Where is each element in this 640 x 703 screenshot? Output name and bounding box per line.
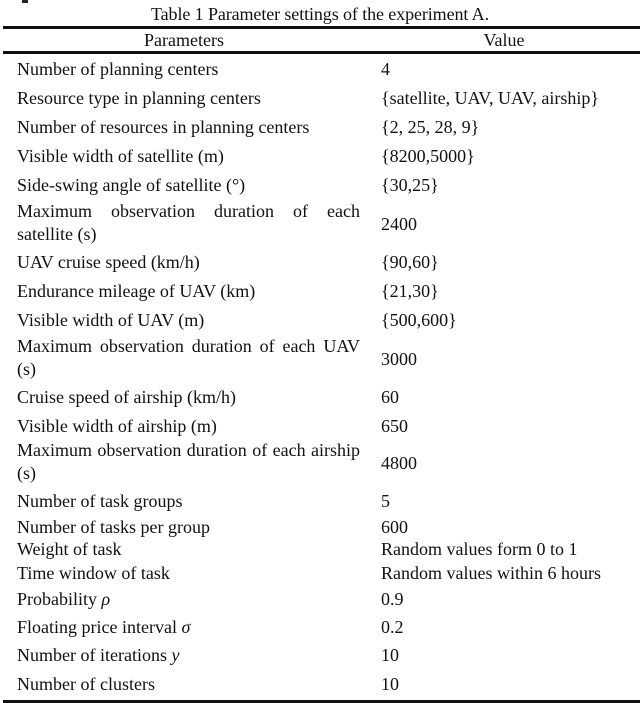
column-header-value: Value	[483, 30, 525, 50]
value-cell: 600	[381, 517, 408, 537]
parameter-cell: Weight of task	[17, 539, 122, 559]
parameter-label: Probability	[17, 589, 97, 609]
value-cell: 0.2	[381, 617, 404, 637]
table-row	[0, 248, 640, 276]
parameter-cell	[17, 643, 360, 667]
value-cell: 4800	[381, 453, 417, 473]
table-row	[0, 539, 640, 563]
table-row	[0, 55, 640, 83]
table-row	[0, 277, 640, 305]
value-cell: {21,30}	[381, 281, 439, 301]
value-cell: {30,25}	[381, 175, 439, 195]
table-row	[0, 200, 640, 248]
table-row	[0, 439, 640, 487]
table-row	[0, 142, 640, 170]
value-cell: 2400	[381, 214, 417, 234]
table-header	[0, 29, 640, 51]
value-cell: {8200,5000}	[381, 146, 475, 166]
value-cell: Random values within 6 hours	[381, 563, 601, 583]
table-row	[0, 171, 640, 199]
parameter-cell: Cruise speed of airship (km/h)	[17, 387, 236, 407]
parameter-cell: Endurance mileage of UAV (km)	[17, 281, 256, 301]
value-cell: 5	[381, 491, 390, 511]
table-row	[0, 643, 640, 671]
parameter-cell: Visible width of satellite (m)	[17, 146, 224, 166]
parameter-cell: Number of clusters	[17, 674, 155, 694]
rho-symbol: ρ	[101, 589, 111, 609]
value-cell: {2, 25, 28, 9}	[381, 117, 480, 137]
sigma-symbol: σ	[181, 617, 191, 637]
table-row	[0, 383, 640, 411]
table-row	[0, 489, 640, 515]
value-cell: {500,600}	[381, 310, 457, 330]
parameter-cell: Number of resources in planning centers	[17, 117, 310, 137]
value-cell: 10	[381, 674, 399, 694]
y-symbol: y	[171, 645, 180, 665]
value-cell: Random values form 0 to 1	[381, 539, 578, 559]
value-cell: 4	[381, 59, 390, 79]
table-row	[0, 113, 640, 141]
table-row	[0, 563, 640, 587]
table-row	[0, 306, 640, 334]
parameter-cell: Resource type in planning centers	[17, 88, 261, 108]
table-row	[0, 84, 640, 112]
parameter-cell: UAV cruise speed (km/h)	[17, 252, 200, 272]
column-header-parameters: Parameters	[144, 30, 224, 50]
parameter-cell: Maximum observation duration of each UAV (s)	[17, 336, 360, 379]
parameter-cell: Maximum observation duration of each satellite (s)	[17, 201, 360, 244]
table-row	[0, 412, 640, 440]
table-caption: Table 1 Parameter settings of the experiment A.	[151, 4, 489, 24]
parameter-cell: Number of task groups	[17, 491, 183, 511]
parameter-cell: Number of tasks per group	[17, 517, 210, 537]
parameter-cell: Side-swing angle of satellite (°)	[17, 175, 246, 195]
table-row	[0, 672, 640, 700]
parameter-cell: Visible width of airship (m)	[17, 416, 217, 436]
value-cell: 650	[381, 416, 408, 436]
table-row	[0, 615, 640, 643]
parameter-label: Number of iterations	[17, 645, 167, 665]
value-cell: {90,60}	[381, 252, 439, 272]
clipped-text-fragment	[22, 0, 28, 3]
value-cell: 60	[381, 387, 399, 407]
value-cell: {satellite, UAV, UAV, airship}	[381, 88, 599, 108]
table-row	[0, 588, 640, 614]
parameter-cell: Visible width of UAV (m)	[17, 310, 205, 330]
header-rule	[3, 51, 640, 54]
table-row	[0, 515, 640, 539]
parameter-cell: Time window of task	[17, 563, 170, 583]
parameter-cell: Maximum observation duration of each airship (s)	[17, 440, 360, 483]
table-row	[0, 335, 640, 383]
value-cell: 10	[381, 645, 399, 665]
parameter-label: Floating price interval	[17, 617, 177, 637]
parameter-cell	[17, 587, 360, 611]
parameter-cell: Number of planning centers	[17, 59, 219, 79]
value-cell: 0.9	[381, 589, 404, 609]
value-cell: 3000	[381, 349, 417, 369]
parameter-cell	[17, 615, 360, 639]
